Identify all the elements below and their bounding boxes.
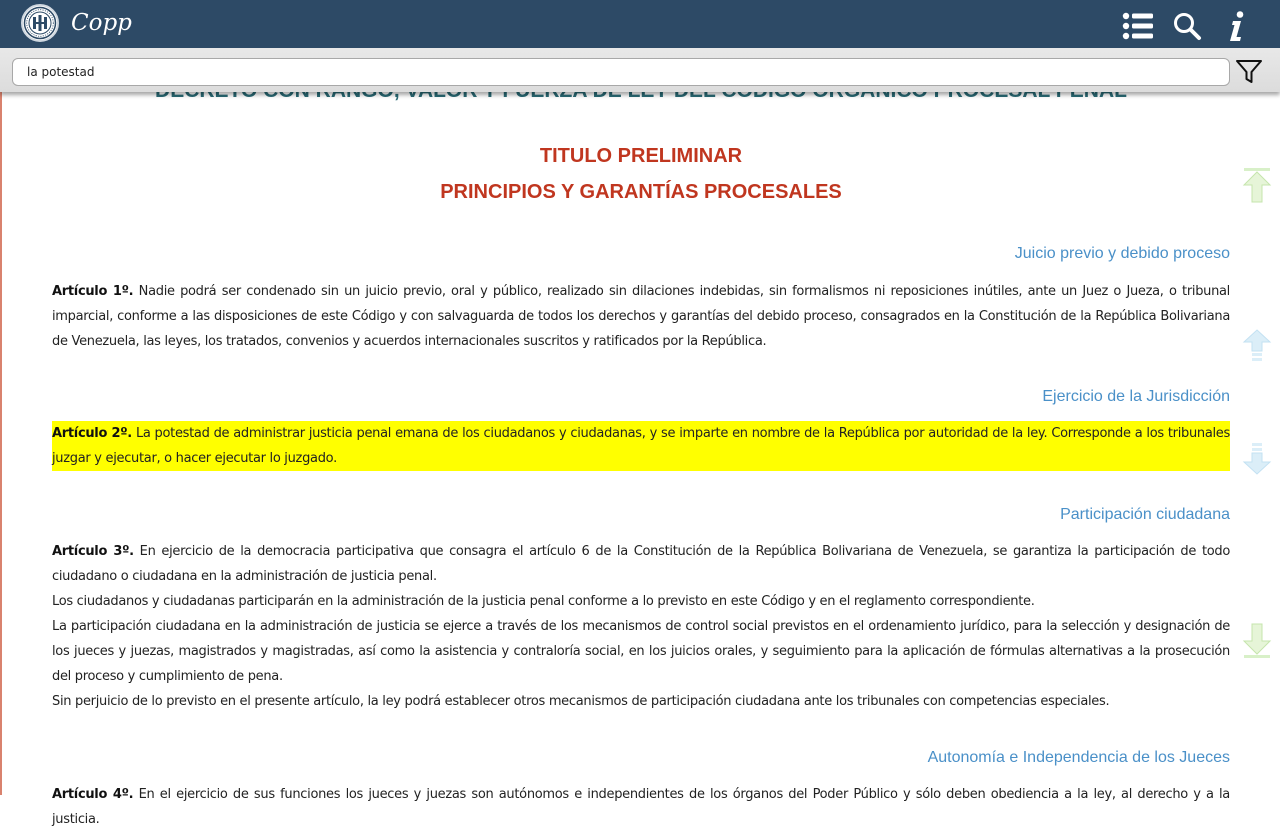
filter-icon xyxy=(1235,59,1263,85)
next-match-icon xyxy=(1242,441,1272,477)
article-3-text-1: En ejercicio de la democracia participativa que consagra el artículo 6 de la Constitución de la República Bolivariana de Venezuela, se garantiza la participación de todo ciudadano o ciudadana en la administración de justicia penal. xyxy=(52,544,1231,584)
search-icon xyxy=(1172,11,1202,41)
search-input[interactable] xyxy=(12,58,1230,86)
article-4 xyxy=(52,782,1230,832)
article-3 xyxy=(52,539,1230,714)
article-3-paragraph-4: Sin perjuicio de lo previsto en el presente artículo, la ley podrá establecer otros mecanismos de participación ciudadana ante los tribunales con competencias especiales. xyxy=(52,694,1110,709)
title-preliminar: TITULO PRELIMINAR xyxy=(539,145,743,167)
search-button[interactable] xyxy=(1170,9,1204,43)
section-title-juicio-previo: Juicio previo y debido proceso xyxy=(1014,245,1230,262)
scroll-to-bottom-button[interactable] xyxy=(1241,622,1273,660)
next-match-button[interactable] xyxy=(1241,440,1273,478)
article-4-paragraph xyxy=(52,782,1230,832)
article-1-label: Artículo 1º. xyxy=(52,284,134,299)
document-content xyxy=(52,0,1231,827)
title-principios: PRINCIPIOS Y GARANTÍAS PROCESALES xyxy=(440,181,842,203)
filter-button[interactable] xyxy=(1234,58,1264,86)
article-2-search-match xyxy=(52,421,1230,471)
search-bar xyxy=(0,48,1280,92)
article-4-text: En el ejercicio de sus funciones los jueces y juezas son autónomos e independientes de los órganos del Poder Público y sólo deben obediencia a la ley, al derecho y a la justicia. xyxy=(52,787,1230,827)
app-title: Copp xyxy=(71,10,132,36)
article-3-label: Artículo 3º. xyxy=(52,544,134,559)
info-button[interactable] xyxy=(1220,9,1254,43)
previous-match-icon xyxy=(1242,327,1272,363)
index-list-button[interactable] xyxy=(1121,9,1155,43)
arrow-to-bottom-icon xyxy=(1242,623,1272,659)
left-border xyxy=(0,0,2,795)
article-3-paragraph-1 xyxy=(52,539,1230,589)
article-1 xyxy=(52,279,1230,354)
section-title-autonomia: Autonomía e Independencia de los Jueces xyxy=(927,749,1230,766)
article-2-paragraph xyxy=(52,421,1230,471)
article-1-paragraph xyxy=(52,279,1230,354)
section-title-jurisdiccion: Ejercicio de la Jurisdicción xyxy=(1042,388,1230,405)
section-title-participacion: Participación ciudadana xyxy=(1060,506,1230,523)
article-3-paragraph-2: Los ciudadanos y ciudadanas participarán en la administración de la justicia penal conforme a lo previsto en este Código y en el reglamento correspondiente. xyxy=(52,594,1035,609)
article-1-text: Nadie podrá ser condenado sin un juicio previo, oral y público, realizado sin dilaciones indebidas, sin formalismos ni reposiciones inútiles, ante un Juez o Jueza, o tribunal imparcial, conforme a las disposiciones de este Código y con salvaguarda de todos los derechos y garantías del debido proceso, consagrados en la Constitución de la República Bolivariana de Venezuela, las leyes, los tratados, convenios y acuerdos internacionales suscritos y ratificados por la República. xyxy=(52,284,1230,349)
article-2-label: Artículo 2º. xyxy=(52,426,132,441)
article-4-label: Artículo 4º. xyxy=(52,787,134,802)
seal-logo-icon xyxy=(21,4,59,42)
arrow-to-top-icon xyxy=(1242,167,1272,203)
app-header xyxy=(0,0,1280,48)
info-icon xyxy=(1227,10,1247,42)
previous-match-button[interactable] xyxy=(1241,326,1273,364)
list-icon xyxy=(1122,12,1154,40)
scroll-to-top-button[interactable] xyxy=(1241,166,1273,204)
article-2-text: La potestad de administrar justicia penal emana de los ciudadanos y ciudadanas, y se imparte en nombre de la República por autoridad de la ley. Corresponde a los tribunales juzgar y ejecutar, o hacer ejecutar lo juzgado. xyxy=(52,426,1230,466)
article-3-paragraph-3: La participación ciudadana en la administración de justicia se ejerce a través de los mecanismos de control social previstos en el ordenamiento jurídico, para la selección y designación de los jueces y juezas, magistrados y magistradas, así como la asistencia y contraloría social, en los juicios orales, y seguimiento para la aplicación de fórmulas alternativas a la prosecución del proceso y cumplimiento de pena. xyxy=(52,619,1230,684)
